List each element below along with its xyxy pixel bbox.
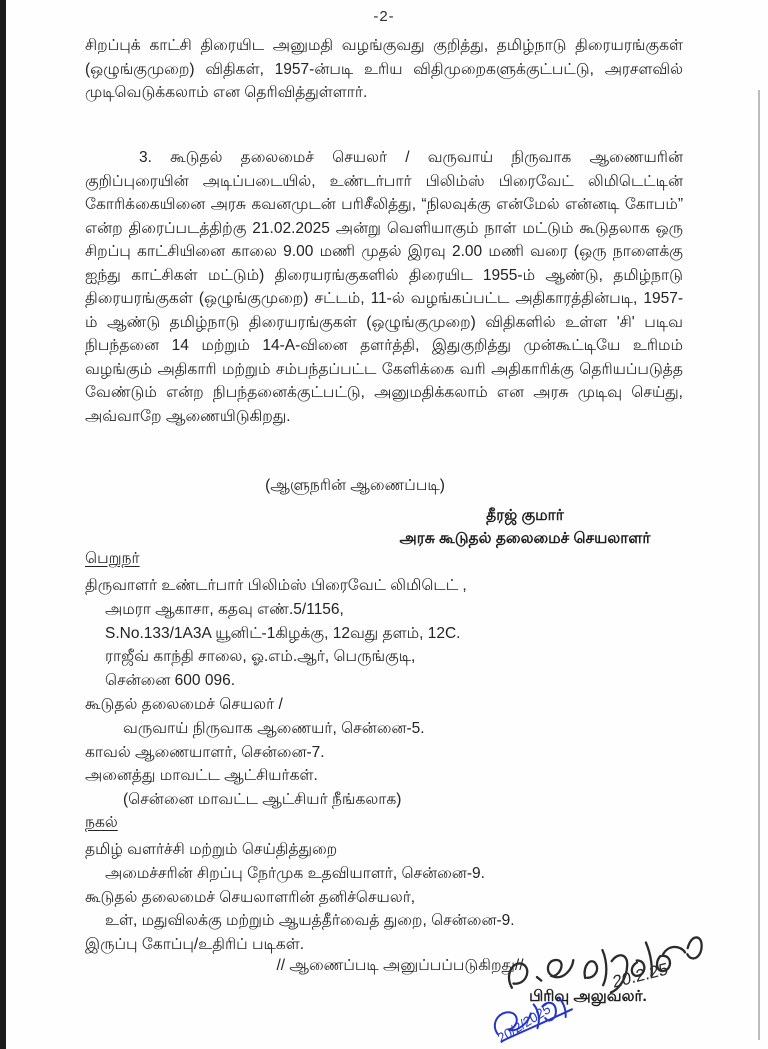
recipient-line: அமரா ஆகாசா, கதவு எண்.5/1156, [105, 600, 344, 618]
recipients-heading: பெறுநர் [85, 550, 140, 567]
scan-left-edge [0, 0, 6, 1049]
recipients-list [85, 574, 695, 812]
section-officer-title: பிரிவு அலுவலர். [529, 988, 647, 1005]
recipient-line: சென்னை 600 096. [105, 672, 236, 690]
recipient-line: ராஜீவ் காந்தி சாலை, ஓ.எம்.ஆர், பெருங்குடி, [105, 648, 416, 666]
signatory-designation: அரசு கூடுதல் தலைமைச் செயலாளர் [399, 530, 651, 547]
signatory-block [380, 504, 670, 550]
order-item3-paragraph: 3. கூடுதல் தலைமைச் செயலர் / வருவாய் நிருவாக ஆணையரின் குறிப்புரையின் அடிப்படையில், உண்டர்பார் பிலிம்ஸ் பிரைவேட் லிமிடெட்டின் கோரிக்கையினை அரசு கவனமுடன் பரிசீலித்து, “நிலவுக்கு என்மேல் என்னடி கோபம்” என்ற திரைப்படத்திற்கு 21.02.2025 அன்று வெளியாகும் நாள் மட்டும் கூடுதலாக ஒரு சிறப்பு காட்சியினை காலை 9.00 மணி முதல் இரவு 2.00 மணி வரை (ஒரு நாளைக்கு ஐந்து காட்சிகள் மட்டும்) திரையரங்குகளில் திரையிட 1955-ம் ஆண்டு, தமிழ்நாடு திரையரங்குகள் (ஒழுங்குமுறை) சட்டம், 11-ல் வழங்கப்பட்ட அதிகாரத்தின்படி, 1957-ம் ஆண்டு தமிழ்நாடு திரையரங்குகள் (ஒழுங்குமுறை) விதிகளில் உள்ள 'சி' படிவ நிபந்தனை 14 மற்றும் 14-A-வினை தளர்த்தி, இதுகுறித்து முன்கூட்டியே உரிமம் வழங்கும் அதிகாரி மற்றும் சம்பந்தப்பட்ட கேளிக்கை வரி அதிகாரிக்கு தெரியப்படுத்த வேண்டும் என்ற நிபந்தனைக்குட்பட்டு, அனுமதிக்கலாம் என அரசு முடிவு செய்து, அவ்வாறே ஆணையிடுகிறது. [85, 149, 683, 425]
page-number: -2- [373, 8, 395, 25]
copy-line: தமிழ் வளர்ச்சி மற்றும் செய்தித்துறை [85, 841, 338, 858]
recipient-line: (சென்னை மாவட்ட ஆட்சியர் நீங்கலாக) [123, 791, 402, 809]
signatory-name: தீரஜ் குமார் [486, 507, 564, 524]
copy-line: கூடுதல் தலைமைச் செயலாளரின் தனிச்செயலர், [85, 888, 416, 906]
blue-note-date-handwritten: 20/2/2025 [495, 1000, 553, 1047]
copy-line: அமைச்சரின் சிறப்பு நேர்முக உதவியாளர், சென்னை-9. [105, 864, 485, 882]
recipient-line: கூடுதல் தலைமைச் செயலர் / [85, 695, 283, 713]
signature-date-handwritten: 20.2.25 [611, 959, 669, 992]
recipient-line: வருவாய் நிருவாக ஆணையர், சென்னை-5. [123, 719, 425, 737]
recipient-line: திருவாளர் உண்டர்பார் பிலிம்ஸ் பிரைவேட் லிமிடெட் , [85, 577, 467, 594]
scan-right-edge [758, 90, 760, 1040]
copy-line: உள், மதுவிலக்கு மற்றும் ஆயத்தீர்வைத் துறை, சென்னை-9. [105, 912, 515, 930]
recipient-line: S.No.133/1A3A யூனிட்-1கிழக்கு, 12வது தளம், 12C. [105, 624, 461, 642]
recipient-line: அனைத்து மாவட்ட ஆட்சியர்கள். [85, 767, 318, 785]
forwarded-by-order-note: // ஆணைப்படி அனுப்பப்படுகிறது// [276, 957, 524, 974]
copy-line: இருப்பு கோப்பு/உதிரிப் படிகள். [85, 936, 305, 954]
by-order-of-governor-line: (ஆளுநரின் ஆணைப்படி) [265, 477, 445, 494]
copy-heading: நகல் [85, 814, 118, 831]
continuation-paragraph: சிறப்புக் காட்சி திரையிட அனுமதி வழங்குவது குறித்து, தமிழ்நாடு திரையரங்குகள் (ஒழுங்குமுறை) விதிகள், 1957-ன்படி உரிய விதிமுறைகளுக்குட்பட்டு, அரசளவில் முடிவெடுக்கலாம் என தெரிவித்துள்ளார். [85, 37, 683, 101]
recipient-line: காவல் ஆணையாளர், சென்னை-7. [85, 743, 325, 761]
